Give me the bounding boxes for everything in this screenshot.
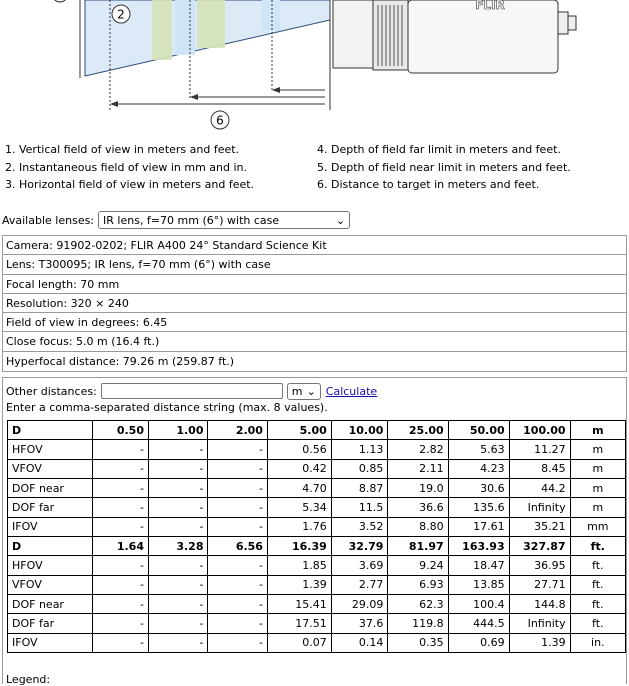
chevron-down-icon: ⌄ [335,213,346,227]
table-cell: m [570,421,625,440]
table-cell: 1.00 [148,421,207,440]
table-cell: 1.85 [267,556,331,575]
table-cell: 3.28 [148,537,207,556]
table-cell: 163.93 [448,537,509,556]
table-cell: - [93,633,149,652]
table-cell: 1.13 [331,440,388,459]
table-cell: - [93,459,149,478]
table-cell: 8.45 [509,459,570,478]
table-cell: 119.8 [388,614,448,633]
table-cell: 5.63 [448,440,509,459]
table-cell: 1.39 [509,633,570,652]
table-cell: 5.00 [267,421,331,440]
table-cell: 2.82 [388,440,448,459]
table-cell: 6.93 [388,575,448,594]
table-cell: 32.79 [331,537,388,556]
table-cell: 0.07 [267,633,331,652]
table-cell: - [93,479,149,498]
table-cell: 10.00 [331,421,388,440]
other-distances-input[interactable] [101,383,283,399]
legend-item: 1. Vertical field of view in meters and feet. [5,143,240,156]
table-cell: - [148,459,207,478]
table-row [8,498,626,517]
table-cell: - [208,633,267,652]
table-cell: m [570,440,625,459]
diagram-label-2: 2 [117,7,125,22]
table-cell: 4.70 [267,479,331,498]
table-cell: 8.80 [388,517,448,536]
table-row [8,537,626,556]
table-cell: 135.6 [448,498,509,517]
table-row [8,517,626,536]
unit-selected-value: m [291,384,303,398]
table-cell: DOF near [8,479,93,498]
table-row [8,440,626,459]
table-cell: 0.85 [331,459,388,478]
table-cell: 3.69 [331,556,388,575]
table-cell: 0.42 [267,459,331,478]
table-cell: - [148,479,207,498]
table-cell: ft. [570,575,625,594]
flir-logo: FLIR [475,0,505,12]
table-cell: 16.39 [267,537,331,556]
table-cell: 11.5 [331,498,388,517]
table-cell: - [208,614,267,633]
table-cell: 35.21 [509,517,570,536]
unit-select[interactable] [287,383,321,400]
table-cell: DOF near [8,595,93,614]
table-cell: ft. [570,614,625,633]
table-cell: 17.51 [267,614,331,633]
table-cell: 13.85 [448,575,509,594]
table-cell: - [208,575,267,594]
table-cell: 0.14 [331,633,388,652]
info-hyperfocal: Hyperfocal distance: 79.26 m (259.87 ft.) [6,354,235,368]
table-cell: 2.11 [388,459,448,478]
table-cell: - [148,517,207,536]
field-of-view-diagram [0,0,629,140]
legend-item: 4. Depth of field far limit in meters and feet. [317,143,561,156]
table-cell: 327.87 [509,537,570,556]
table-cell: - [93,614,149,633]
table-cell: Infinity [509,498,570,517]
table-cell: 1.39 [267,575,331,594]
diagram-legend-right [317,141,571,194]
table-cell: 4.23 [448,459,509,478]
diagram-label-6: 6 [216,113,224,128]
camera-info-panel [2,235,627,372]
table-cell: 29.09 [331,595,388,614]
table-cell: - [93,556,149,575]
table-cell: - [148,498,207,517]
table-cell: - [208,498,267,517]
table-cell: Infinity [509,614,570,633]
distance-table [7,420,626,653]
table-cell: 8.87 [331,479,388,498]
lens-select[interactable] [98,211,350,229]
table-cell: 6.56 [208,537,267,556]
table-cell: IFOV [8,517,93,536]
table-cell: 144.8 [509,595,570,614]
table-cell: 36.6 [388,498,448,517]
table-row [8,459,626,478]
table-cell: 50.00 [448,421,509,440]
chevron-down-icon: ⌄ [306,384,316,398]
table-cell: - [148,633,207,652]
table-cell: 5.34 [267,498,331,517]
table-cell: DOF far [8,498,93,517]
info-focal-length: Focal length: 70 mm [3,275,626,294]
table-cell: 19.0 [388,479,448,498]
table-cell: - [148,575,207,594]
table-cell: - [148,614,207,633]
table-cell: 81.97 [388,537,448,556]
table-cell: ft. [570,537,625,556]
other-distances-hint: Enter a comma-separated distance string (max. 8 values). [6,401,328,414]
diagram-legend-left [5,141,254,194]
table-cell: - [208,440,267,459]
table-cell: mm [570,517,625,536]
table-cell: - [93,440,149,459]
table-cell: 62.3 [388,595,448,614]
table-row [8,614,626,633]
table-cell: - [148,595,207,614]
table-cell: IFOV [8,633,93,652]
table-cell: 27.71 [509,575,570,594]
table-cell: in. [570,633,625,652]
table-cell: VFOV [8,459,93,478]
other-distances-label: Other distances: [6,384,97,398]
table-cell: ft. [570,595,625,614]
table-row [8,421,626,440]
table-cell: - [208,595,267,614]
table-cell: D [8,537,93,556]
table-row [8,633,626,652]
table-cell: HFOV [8,556,93,575]
table-cell: 25.00 [388,421,448,440]
table-cell: 0.69 [448,633,509,652]
table-cell: D [8,421,93,440]
legend-item: 5. Depth of field near limit in meters and feet. [317,160,571,174]
table-row [8,556,626,575]
table-cell: 100.00 [509,421,570,440]
lens-label: Available lenses: [2,213,95,227]
table-cell: 11.27 [509,440,570,459]
table-cell: - [93,517,149,536]
table-cell: - [208,479,267,498]
table-cell: m [570,498,625,517]
info-resolution: Resolution: 320 × 240 [3,294,626,313]
table-cell: DOF far [8,614,93,633]
info-close-focus: Close focus: 5.0 m (16.4 ft.) [3,332,626,351]
table-cell: 17.61 [448,517,509,536]
legend-item: 6. Distance to target in meters and feet. [317,178,540,191]
table-cell: - [93,575,149,594]
info-fov-degrees: Field of view in degrees: 6.45 [3,313,626,332]
lens-row [2,210,350,230]
table-row [8,595,626,614]
table-cell: 44.2 [509,479,570,498]
table-cell: 18.47 [448,556,509,575]
table-cell: - [148,556,207,575]
table-cell: - [148,440,207,459]
table-row [8,575,626,594]
table-cell: - [208,459,267,478]
legend-item: 2. Instantaneous field of view in mm and in. [5,160,248,174]
table-cell: - [93,498,149,517]
lens-selected-value: IR lens, f=70 mm (6°) with case [103,213,280,227]
table-cell: 444.5 [448,614,509,633]
table-cell: 0.50 [93,421,149,440]
table-cell: 1.64 [93,537,149,556]
table-cell: 36.95 [509,556,570,575]
table-cell: 100.4 [448,595,509,614]
table-cell: 15.41 [267,595,331,614]
info-lens: Lens: T300095; IR lens, f=70 mm (6°) with case [3,255,626,274]
other-distances-panel [2,377,627,684]
table-cell: m [570,479,625,498]
table-cell: - [93,595,149,614]
table-cell: 3.52 [331,517,388,536]
table-cell: - [208,517,267,536]
table-cell: 0.56 [267,440,331,459]
table-cell: - [208,556,267,575]
table-cell: HFOV [8,440,93,459]
table-row [8,479,626,498]
table-cell: 30.6 [448,479,509,498]
table-cell: ft. [570,556,625,575]
table-cell: 9.24 [388,556,448,575]
legend-item: 3. Horizontal field of view in meters and feet. [5,178,255,191]
table-cell: 37.6 [331,614,388,633]
other-distances-line [6,382,377,400]
table-cell: VFOV [8,575,93,594]
table-cell: 2.00 [208,421,267,440]
table-cell: m [570,459,625,478]
table-cell: 0.35 [388,633,448,652]
info-camera: Camera: 91902-0202; FLIR A400 24° Standard Science Kit [3,236,626,255]
calculate-link[interactable]: Calculate [325,384,378,398]
legend-label: Legend: [6,673,51,686]
table-cell: 2.77 [331,575,388,594]
table-cell: 1.76 [267,517,331,536]
